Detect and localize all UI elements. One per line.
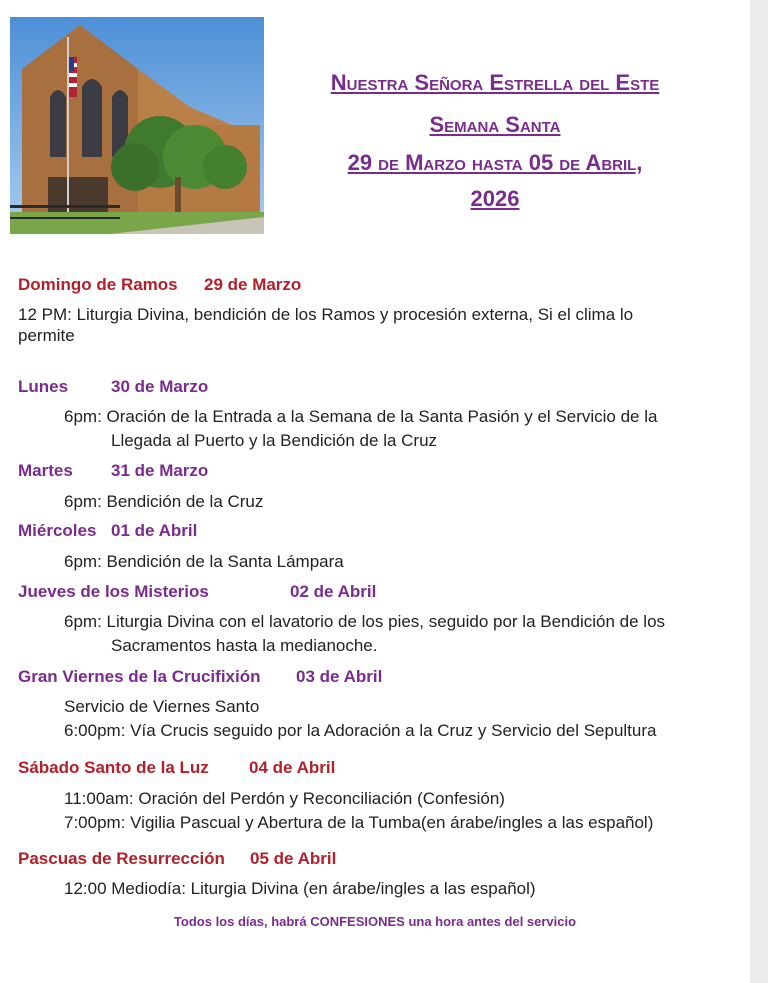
day-name: Sábado Santo de la Luz (18, 758, 209, 777)
day-date: 29 de Marzo (204, 275, 302, 294)
day-heading (18, 275, 302, 295)
day-detail: 12:00 Mediodía: Liturgia Divina (en árabe/ingles a las español) (64, 879, 536, 898)
day-heading (18, 849, 337, 869)
day-detail: 12 PM: Liturgia Divina, bendición de los Ramos y procesión externa, Si el clima lo (18, 305, 634, 324)
day-date: 02 de Abril (290, 582, 377, 601)
day-date: 04 de Abril (249, 758, 336, 777)
day-detail: Llegada al Puerto y la Bendición de la Cruz (111, 431, 438, 450)
header-titles (270, 72, 720, 210)
day-detail: 7:00pm: Vigilia Pascual y Abertura de la Tumba(en árabe/ingles a las español) (64, 813, 654, 832)
day-date: 03 de Abril (296, 667, 383, 686)
day-heading (18, 377, 209, 397)
day-name: Lunes (18, 377, 69, 396)
day-heading (18, 521, 198, 541)
day-heading (18, 461, 209, 481)
day-detail: 6pm: Oración de la Entrada a la Semana de la Santa Pasión y el Servicio de la (64, 407, 658, 426)
day-detail: Sacramentos hasta la medianoche. (111, 636, 378, 655)
day-detail: 6pm: Bendición de la Cruz (64, 492, 264, 511)
day-name: Pascuas de Resurrección (18, 849, 225, 868)
day-date: 31 de Marzo (111, 461, 209, 480)
year: 2026 (470, 186, 520, 211)
day-detail: 6pm: Liturgia Divina con el lavatorio de los pies, seguido por la Bendición de los (64, 612, 666, 631)
day-name: Domingo de Ramos (18, 275, 178, 294)
day-name: Gran Viernes de la Crucifixión (18, 667, 261, 686)
day-heading (18, 667, 383, 687)
day-detail: permite (18, 326, 75, 345)
parish-name: Nuestra Señora Estrella del Este (330, 70, 660, 95)
day-date: 01 de Abril (111, 521, 198, 540)
church-photo (10, 17, 264, 234)
day-detail: Servicio de Viernes Santo (64, 697, 260, 716)
day-name: Jueves de los Misterios (18, 582, 209, 601)
day-heading (18, 758, 336, 778)
day-detail: 6pm: Bendición de la Santa Lámpara (64, 552, 344, 571)
confession-note: Todos los días, habrá CONFESIONES una hora antes del servicio (173, 914, 577, 929)
event-title: Semana Santa (429, 112, 561, 137)
day-name: Martes (18, 461, 73, 480)
day-date: 30 de Marzo (111, 377, 209, 396)
day-date: 05 de Abril (250, 849, 337, 868)
page-margin (750, 0, 768, 983)
day-name: Miércoles (18, 521, 97, 540)
date-range: 29 de Marzo hasta 05 de Abril, (347, 150, 643, 175)
day-detail: 6:00pm: Vía Crucis seguido por la Adoración a la Cruz y Servicio del Sepultura (64, 721, 657, 740)
day-detail: 11:00am: Oración del Perdón y Reconciliación (Confesión) (64, 789, 505, 808)
day-heading (18, 582, 377, 602)
